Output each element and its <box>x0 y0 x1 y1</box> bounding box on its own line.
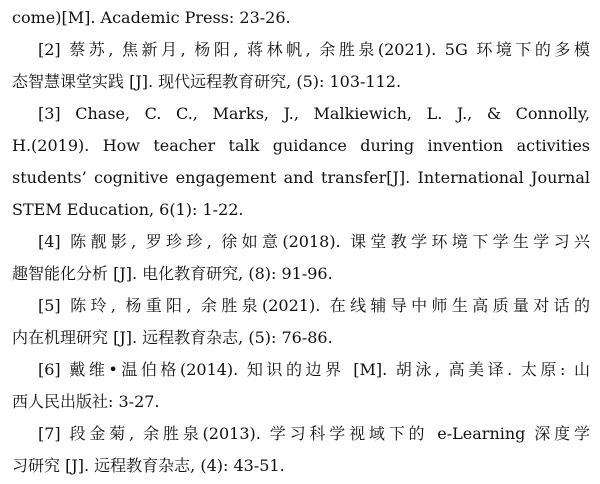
reference-2-line-1: [2] 蔡苏, 焦新月, 杨阳, 蒋林帆, 余胜泉(2021). 5G 环境下的多模 <box>38 40 590 59</box>
reference-4-line-1: [4] 陈靓影, 罗珍珍, 徐如意(2018). 课堂教学环境下学生学习兴 <box>38 232 590 251</box>
reference-1-continuation: come)[M]. Academic Press: 23-26. <box>12 8 291 27</box>
reference-3-line-1: [3] Chase, C. C., Marks, J., Malkiewich, L. J., & Connolly, <box>38 104 590 123</box>
reference-5-line-2: 内在机理研究 [J]. 远程教育杂志, (5): 76-86. <box>12 328 333 347</box>
reference-3-line-3: students’ cognitive engagement and transfer[J]. International Journal <box>12 168 590 187</box>
reference-4-line-2: 趣智能化分析 [J]. 电化教育研究, (8): 91-96. <box>12 264 333 283</box>
reference-6-line-2: 西人民出版社: 3-27. <box>12 392 160 411</box>
reference-3-line-4: STEM Education, 6(1): 1-22. <box>12 200 244 219</box>
reference-3-line-2: H.(2019). How teacher talk guidance during invention activities <box>12 136 590 155</box>
reference-6-line-1: [6] 戴维•温伯格(2014). 知识的边界 [M]. 胡泳, 高美译. 太原: 山 <box>38 360 590 379</box>
reference-7-line-2: 习研究 [J]. 远程教育杂志, (4): 43-51. <box>12 456 285 475</box>
reference-2-line-2: 态智慧课堂实践 [J]. 现代远程教育研究, (5): 103-112. <box>12 72 402 91</box>
reference-5-line-1: [5] 陈玲, 杨重阳, 余胜泉(2021). 在线辅导中师生高质量对话的 <box>38 296 590 315</box>
reference-7-line-1: [7] 段金菊, 余胜泉(2013). 学习科学视域下的 e-Learning 深度学 <box>38 424 590 443</box>
